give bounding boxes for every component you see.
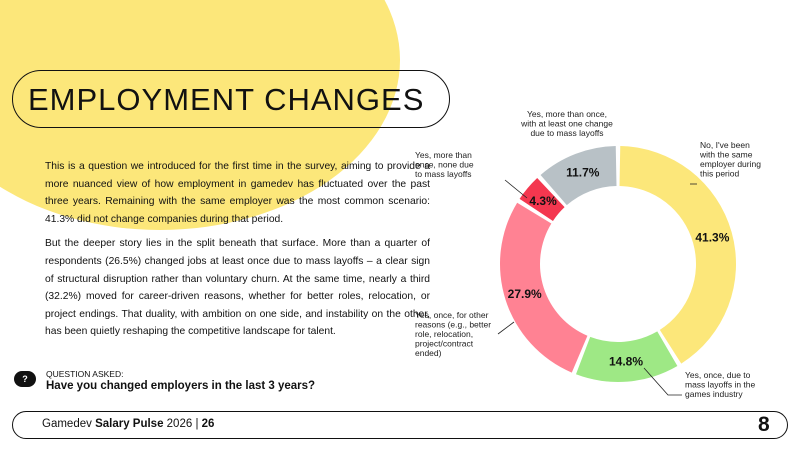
- body-paragraph-1: This is a question we introduced for the first time in the survey, aiming to provide a more nuanced view of how employment in gamedev has fluctuated over the past three years. Remaining with the same employer was the most common scenario: 41.3% did not change companies during that period.: [45, 161, 430, 225]
- footer-suffix: 2026 |: [163, 418, 202, 430]
- leader-line-2: [498, 322, 514, 334]
- footer-logo: 8: [758, 413, 770, 436]
- footer-prefix: Gamedev: [42, 418, 96, 430]
- footer-page-number: 26: [201, 418, 215, 430]
- page-title: EMPLOYMENT CHANGES: [28, 82, 425, 117]
- donut-slice-0: [619, 146, 736, 364]
- footer-brand: Salary Pulse: [95, 418, 164, 430]
- slice-value-label-4: 11.7%: [566, 165, 600, 180]
- question-text: Have you changed employers in the last 3 years?: [46, 380, 316, 392]
- slice-value-label-0: 41.3%: [695, 230, 730, 245]
- slice-value-label-1: 14.8%: [608, 354, 644, 369]
- body-paragraph-2: But the deeper story lies in the split beneath that surface. More than a quarter of respondents (26.5%) changed jobs at least once due to mass layoffs – a clear sign of structural disruption rather than voluntary churn. At the same time, nearly a third (32.2%) moved for career-driven reasons, whether for better roles, relocation, or project endings. That duality, with ambition on one side, and instability on the other, has been quietly reshaping the competitive landscape for talent.: [45, 238, 430, 338]
- slice-category-label-4: Yes, more than once, with at least one change due to mass layoffs: [521, 109, 613, 138]
- question-icon: ?: [14, 371, 36, 387]
- question-caption: QUESTION ASKED:: [46, 369, 124, 379]
- slice-value-label-2: 27.9%: [507, 286, 542, 301]
- slice-category-label-3: Yes, more than once, none due to mass layoffs: [415, 150, 474, 179]
- leader-line-3: [505, 180, 527, 198]
- footer-text: [42, 418, 214, 430]
- slice-category-label-2: Yes, once, for other reasons (e.g., better role, relocation, project/contract ended): [415, 310, 492, 358]
- slice-category-label-1: Yes, once, due to mass layoffs in the games industry: [685, 370, 756, 399]
- slice-value-label-3: 4.3%: [529, 193, 557, 208]
- slice-category-label-0: No, I've been with the same employer during this period: [700, 140, 761, 179]
